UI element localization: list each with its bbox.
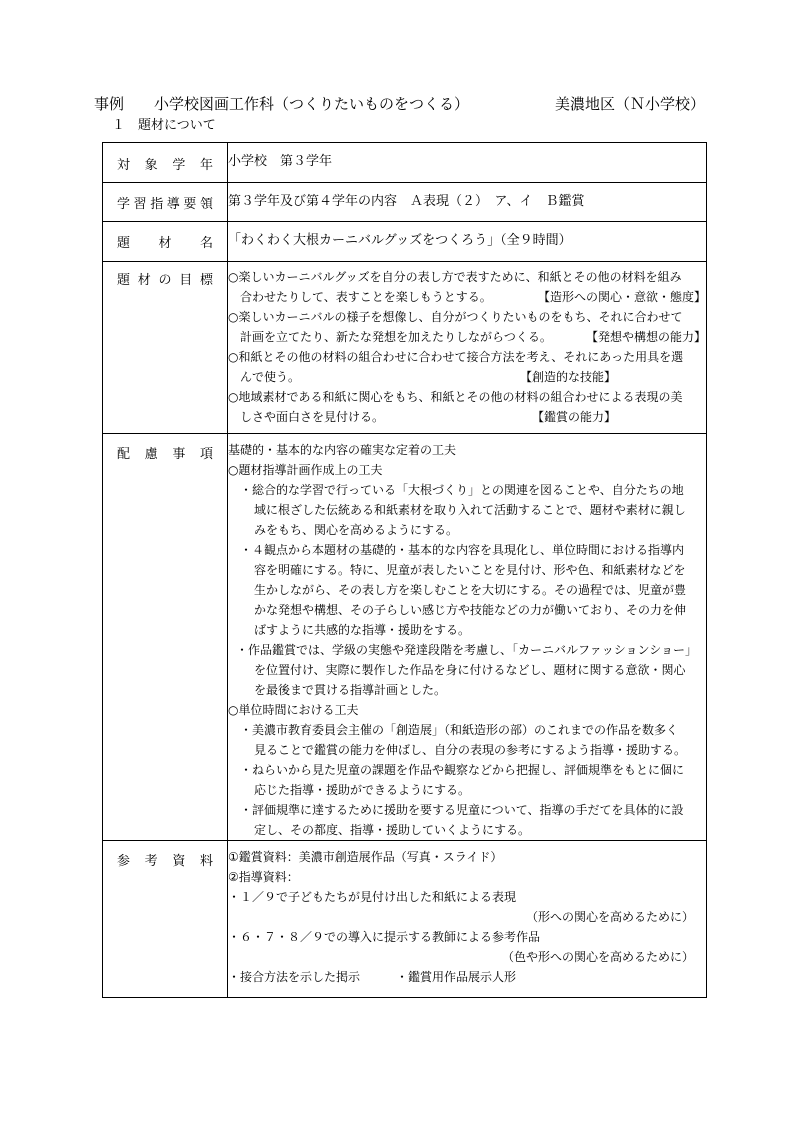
target-grade-value: 小学校 第３学年 xyxy=(228,154,333,169)
consideration-line: ・４観点から本題材の基礎的・基本的な内容を具現化し、単位時間における指導内 xyxy=(240,543,685,557)
row-label: 題 材 の 目 標 xyxy=(117,273,213,288)
consideration-line: ・評価規準に達するために援助を要する児童について、指導の手だてを具体的に設 xyxy=(240,803,684,817)
row-goals xyxy=(103,262,707,434)
region-school: 美濃地区（Ｎ小学校） xyxy=(555,95,706,113)
consideration-line: みをもち、関心を高めるようにする。 xyxy=(254,523,459,537)
consideration-line: ○題材指導計画作成上の工夫 xyxy=(228,463,383,477)
content-cell xyxy=(228,262,707,434)
content-cell xyxy=(228,434,707,841)
content-cell xyxy=(228,841,707,998)
consideration-line: 生かしながら、その表し方を楽しむことを大切にする。その過程では、児童が豊 xyxy=(254,583,687,597)
goal-tag: 【造形への関心・意欲・態度】 xyxy=(537,290,706,304)
document-heading: 事例 小学校図画工作科（つくりたいものをつくる） xyxy=(94,95,470,113)
content-cell xyxy=(228,183,707,222)
consideration-line: 域に根ざした伝統ある和紙素材を取り入れて活動することで、題材や素材に親し xyxy=(254,503,686,517)
subject-table xyxy=(102,142,707,998)
label-cell xyxy=(103,183,228,222)
consideration-line: ・ねらいから見た児童の課題を作品や観察などから把握し、評価規準をもとに個に xyxy=(240,763,685,777)
consideration-line: 見ることで鑑賞の能力を伸ばし、自分の表現の参考にするよう指導・援助する。 xyxy=(254,743,687,757)
goal-tag: 【発想や構想の能力】 xyxy=(585,330,706,344)
row-label: 題 材 名 xyxy=(117,236,213,251)
section-title: １ 題材について xyxy=(112,118,216,133)
goal-line: ○楽しいカーニバルの様子を想像し、自分がつくりたいものをもち、それに合わせて xyxy=(228,310,683,324)
reference-line: （形への関心を高めるために） xyxy=(525,910,694,924)
goal-tag: 【鑑賞の能力】 xyxy=(531,410,616,424)
row-considerations xyxy=(103,434,707,841)
content-cell xyxy=(228,222,707,262)
label-cell xyxy=(103,841,228,998)
row-label: 参 考 資 料 xyxy=(117,854,213,869)
reference-line: ・接合方法を示した掲示 ・鑑賞用作品展示人形 xyxy=(228,970,517,984)
consideration-line: 応じた指導・援助ができるようにする。 xyxy=(254,783,471,797)
goal-line: ○楽しいカーニバルグッズを自分の表し方で表すために、和紙とその他の材料を組み xyxy=(228,270,682,284)
row-references xyxy=(103,841,707,998)
reference-line: ①鑑賞資料：美濃市創造展作品（写真・スライド） xyxy=(228,850,503,864)
goal-line: ○和紙とその他の材料の組合わせに合わせて接合方法を考え、それにあった用具を選 xyxy=(228,350,684,364)
goal-line: しさや面白さを見付ける。 【鑑賞の能力】 xyxy=(228,407,706,427)
row-guideline xyxy=(103,183,707,222)
goal-line: 計画を立てたり、新たな発想を加えたりしながらつくる。 【発想や構想の能力】 xyxy=(228,327,706,347)
reference-line: ・６・７・８／９での導入に提示する教師による参考作品 xyxy=(228,930,541,944)
consideration-line: ・作品鑑賞では、学級の実態や発達段階を考慮し、「カーニバルファッションショー」 xyxy=(236,643,697,657)
goal-line: ○地域素材である和紙に関心をもち、和紙とその他の材料の組合わせによる表現の美 xyxy=(228,390,683,404)
consideration-line: ・美濃市教育委員会主催の「創造展」（和紙造形の部）のこれまでの作品を数多く xyxy=(240,723,679,737)
row-title xyxy=(103,222,707,262)
reference-line: （色や形への関心を高めるために） xyxy=(501,950,694,964)
reference-line: ・１／９で子どもたちが見付け出した和紙による表現 xyxy=(228,890,517,904)
consideration-line: ・総合的な学習で行っている「大根づくり」との関連を図ることや、自分たちの地 xyxy=(240,483,684,497)
consideration-line: 基礎的・基本的な内容の確実な定着の工夫 xyxy=(228,443,457,457)
reference-line: ②指導資料： xyxy=(228,870,299,884)
row-label: 学 習 指 導 要 領 xyxy=(117,197,213,212)
row-label: 対 象 学 年 xyxy=(117,158,213,173)
consideration-line: ○単位時間における工夫 xyxy=(228,703,359,717)
label-cell xyxy=(103,262,228,434)
consideration-line: を最後まで貫ける指導計画とした。 xyxy=(254,683,447,697)
consideration-line: ばすように共感的な指導・援助をする。 xyxy=(254,623,471,637)
goal-line: んで使う。 【創造的な技能】 xyxy=(228,367,706,387)
consideration-line: 定し、その都度、指導・援助していくようにする。 xyxy=(254,823,531,837)
row-label: 配 慮 事 項 xyxy=(117,447,213,462)
title-value: 「わくわく大根カーニバルグッズをつくろう」（全９時間） xyxy=(228,233,572,248)
consideration-line: 容を明確にする。特に、児童が表したいことを見付け、形や色、和紙素材などを xyxy=(254,563,686,577)
consideration-line: を位置付け、実際に製作した作品を身に付けるなどし、題材に関する意欲・関心 xyxy=(254,663,686,677)
row-target-grade xyxy=(103,143,707,183)
goal-line: 合わせたりして、表すことを楽しもうとする。 【造形への関心・意欲・態度】 xyxy=(228,287,706,307)
label-cell xyxy=(103,434,228,841)
consideration-line: かな発想や構想、その子らしい感じ方や技能などの力が働いており、その力を伸 xyxy=(254,603,687,617)
content-cell xyxy=(228,143,707,183)
guideline-value: 第３学年及び第４学年の内容 Ａ表現（２） ア、イ Ｂ鑑賞 xyxy=(228,194,585,209)
label-cell xyxy=(103,222,228,262)
goal-tag: 【創造的な技能】 xyxy=(519,370,616,384)
label-cell xyxy=(103,143,228,183)
